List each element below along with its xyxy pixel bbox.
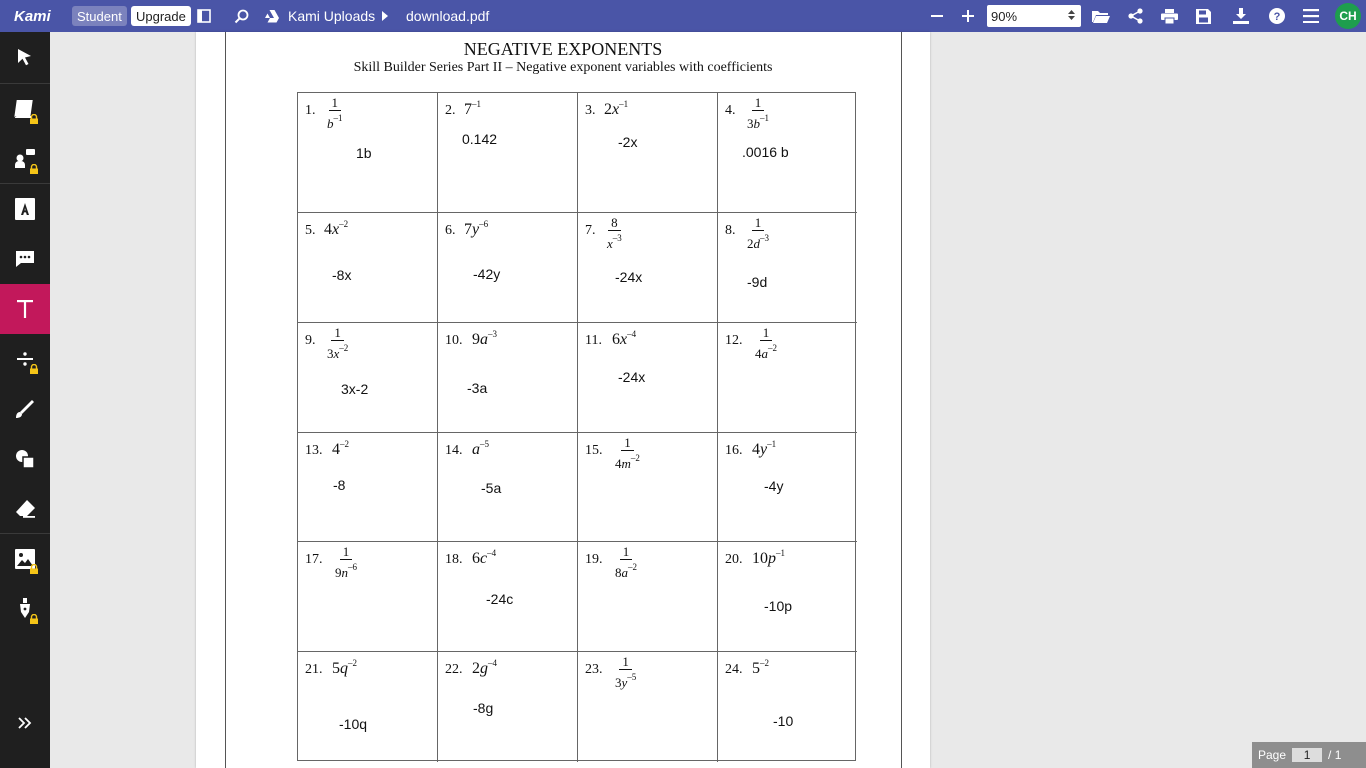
denominator-exponent: –2 (339, 343, 349, 353)
problem-number: 17. (305, 552, 323, 567)
problem-cell (298, 213, 438, 323)
dictionary-tool[interactable] (0, 84, 50, 134)
user-avatar[interactable]: CH (1335, 3, 1361, 29)
problem-cell (718, 433, 857, 542)
save-icon[interactable] (1194, 0, 1212, 32)
exponent: –1 (619, 99, 629, 109)
problem-number: 7. (585, 223, 596, 238)
problem-cell (718, 542, 857, 652)
student-answer[interactable]: -42y (473, 266, 501, 282)
variable: a (472, 441, 480, 458)
coefficient: 10 (752, 550, 768, 567)
drawing-tool[interactable] (0, 384, 50, 434)
student-answer[interactable]: -2x (618, 134, 638, 150)
lock-icon (29, 364, 39, 374)
problem-number: 6. (445, 223, 456, 238)
variable: x (332, 221, 340, 238)
problem-number: 21. (305, 662, 323, 677)
problem-expression (744, 215, 772, 251)
problem-number: 16. (725, 443, 743, 458)
problem-cell (718, 323, 857, 433)
numerator: 1 (621, 435, 634, 451)
problem-expression (324, 95, 346, 131)
numerator: 1 (619, 654, 632, 670)
problem-expression (472, 548, 496, 568)
lock-icon (29, 164, 39, 174)
google-drive-icon (264, 0, 280, 32)
denominator-exponent: –6 (348, 562, 357, 572)
problem-number: 24. (725, 662, 743, 677)
text-tool[interactable] (0, 284, 50, 334)
breadcrumb-chevron-icon (380, 0, 390, 32)
problem-expression (472, 329, 497, 349)
eraser-tool[interactable] (0, 484, 50, 534)
denominator (612, 670, 639, 690)
fraction (324, 325, 351, 361)
double-chevron-right-icon (18, 717, 32, 729)
problem-cell (578, 542, 718, 652)
problem-number: 12. (725, 333, 743, 348)
exponent: –3 (488, 329, 497, 339)
student-answer[interactable]: -8g (473, 700, 494, 716)
denominator-base: a (761, 346, 768, 361)
coefficient: 4 (752, 441, 760, 458)
zoom-out-icon[interactable] (928, 0, 946, 32)
variable: y (472, 221, 480, 238)
denominator (744, 111, 772, 131)
denominator-base: x (333, 346, 340, 361)
problem-number: 20. (725, 552, 743, 567)
problem-number: 23. (585, 662, 603, 677)
student-answer[interactable]: -10 (773, 713, 794, 729)
denominator-coefficient: 4 (755, 346, 762, 361)
brush-icon (15, 399, 35, 419)
student-answer[interactable]: 3x-2 (341, 381, 369, 397)
kami-logo[interactable]: Kami (14, 7, 51, 25)
problem-cell (438, 93, 578, 213)
denominator-exponent: –2 (630, 453, 640, 463)
toggle-sidebar-icon[interactable] (195, 0, 213, 32)
problem-number: 10. (445, 333, 463, 348)
denominator-base: b (327, 116, 334, 131)
variable: y (760, 441, 768, 458)
upgrade-button[interactable]: Upgrade (131, 6, 191, 26)
fraction (612, 544, 640, 580)
exponent: –1 (767, 439, 777, 449)
denominator-base: m (621, 456, 631, 471)
comment-tool[interactable] (0, 234, 50, 284)
student-badge[interactable]: Student (72, 6, 127, 26)
problem-number: 9. (305, 333, 316, 348)
share-icon[interactable] (1126, 0, 1144, 32)
search-icon[interactable] (232, 0, 250, 32)
denominator-coefficient: 3 (327, 346, 334, 361)
download-icon[interactable] (1231, 0, 1251, 32)
zoom-value: 90% (991, 8, 1018, 24)
problem-number: 22. (445, 662, 463, 677)
coefficient: 7 (464, 221, 472, 238)
exponent: –4 (627, 329, 637, 339)
coefficient: 2 (604, 101, 612, 118)
problem-cell (298, 542, 438, 652)
fraction (612, 435, 643, 471)
denominator (752, 341, 780, 361)
image-tool[interactable] (0, 534, 50, 584)
problem-expression (604, 215, 625, 251)
shapes-icon (15, 449, 35, 469)
problem-number: 15. (585, 443, 603, 458)
fraction (612, 654, 639, 690)
problem-expression (332, 439, 349, 459)
numerator: 1 (760, 325, 773, 341)
problem-number: 13. (305, 443, 323, 458)
student-answer[interactable]: -4y (764, 478, 784, 494)
problem-grid (297, 92, 856, 761)
worksheet-title: NEGATIVE EXPONENTS (463, 39, 663, 59)
denominator-base: y (621, 675, 628, 690)
coefficient: 4 (324, 221, 332, 238)
problem-cell (298, 652, 438, 762)
coefficient: 5 (332, 660, 340, 677)
problem-number: 11. (585, 333, 602, 348)
problem-cell (718, 652, 857, 762)
student-answer[interactable]: -5a (481, 480, 502, 496)
numerator: 8 (608, 215, 621, 231)
shapes-tool[interactable] (0, 434, 50, 484)
worksheet-subtitle: Skill Builder Series Part II – Negative exponent variables with coefficients (353, 60, 773, 75)
variable: c (480, 550, 488, 567)
exponent: –4 (487, 548, 497, 558)
problem-expression (612, 654, 639, 690)
problem-cell (578, 323, 718, 433)
exponent: –1 (472, 99, 481, 109)
student-answer[interactable]: -24c (486, 591, 514, 607)
variable: g (480, 660, 488, 677)
comment-icon (15, 250, 35, 268)
problem-expression (332, 544, 360, 580)
problem-expression (464, 219, 488, 239)
markup-tool[interactable] (0, 184, 50, 234)
problem-expression (612, 435, 643, 471)
denominator-base: x (607, 236, 613, 251)
problem-cell (298, 323, 438, 433)
denominator (324, 341, 351, 361)
student-answer[interactable]: -8 (333, 477, 346, 493)
eraser-icon (15, 500, 35, 518)
problem-expression (324, 325, 351, 361)
numerator: 1 (752, 95, 765, 111)
fraction (744, 95, 772, 131)
exponent: –4 (488, 658, 497, 668)
coefficient: 4 (332, 441, 340, 458)
numerator: 1 (752, 215, 765, 231)
problem-number: 5. (305, 223, 316, 238)
denominator-exponent: –2 (768, 343, 777, 353)
print-icon[interactable] (1159, 0, 1179, 32)
problem-cell (438, 323, 578, 433)
cursor-arrow-icon (17, 48, 33, 66)
problem-expression (332, 658, 357, 678)
denominator-coefficient: 8 (615, 565, 622, 580)
problem-cell (438, 542, 578, 652)
problem-number: 14. (445, 443, 463, 458)
variable: x (612, 101, 620, 118)
highlighter-icon (15, 198, 35, 220)
exponent: –6 (479, 219, 489, 229)
equation-tool[interactable] (0, 334, 50, 384)
denominator-coefficient: 3 (615, 675, 622, 690)
problem-number: 19. (585, 552, 603, 567)
problem-cell (438, 213, 578, 323)
denominator-base: b (753, 116, 760, 131)
problem-expression (612, 544, 640, 580)
problem-expression (744, 95, 772, 131)
menu-icon[interactable] (1301, 0, 1321, 32)
breadcrumb-file[interactable]: download.pdf (406, 8, 490, 24)
denominator-coefficient: 3 (747, 116, 754, 131)
page-margin-line (901, 32, 902, 768)
denominator-coefficient: 9 (335, 565, 342, 580)
zoom-in-icon[interactable] (959, 0, 977, 32)
student-answer[interactable]: 1b (356, 145, 372, 161)
problem-number: 18. (445, 552, 463, 567)
help-icon[interactable] (1268, 0, 1286, 32)
zoom-select[interactable] (987, 5, 1081, 27)
denominator (612, 451, 643, 471)
denominator-base: a (621, 565, 628, 580)
problem-number: 8. (725, 223, 736, 238)
problem-expression (472, 658, 497, 678)
coefficient: 7 (464, 101, 472, 118)
fraction (752, 325, 780, 361)
denominator (324, 111, 346, 131)
problem-number: 4. (725, 103, 736, 118)
problem-cell (578, 213, 718, 323)
problem-cell (438, 433, 578, 542)
open-folder-icon[interactable] (1090, 0, 1112, 32)
lock-icon (29, 114, 39, 124)
numerator: 1 (329, 95, 342, 111)
problem-cell (578, 652, 718, 762)
denominator-coefficient: 2 (747, 236, 754, 251)
problem-cell (578, 433, 718, 542)
problem-cell (298, 93, 438, 213)
problem-expression (752, 548, 785, 568)
problem-expression (752, 658, 769, 678)
problem-cell (718, 93, 857, 213)
denominator-coefficient: 4 (615, 456, 622, 471)
numerator: 1 (620, 544, 633, 560)
exponent: –2 (348, 658, 357, 668)
problem-expression (752, 325, 780, 361)
student-answer[interactable]: 0.142 (462, 131, 498, 147)
fraction (332, 544, 360, 580)
student-answer[interactable]: -10p (764, 598, 793, 614)
page-total: / 1 (1328, 748, 1342, 762)
exponent: –2 (760, 658, 769, 668)
problem-expression (472, 439, 489, 459)
exponent: –1 (776, 548, 785, 558)
coefficient: 6 (472, 550, 480, 567)
variable: q (340, 660, 348, 677)
denominator-base: d (753, 236, 760, 251)
problem-number: 2. (445, 103, 456, 118)
page-number-input[interactable]: 1 (1292, 748, 1322, 762)
denominator-exponent: –5 (627, 672, 637, 682)
denominator-exponent: –1 (760, 113, 769, 123)
text-to-speech-tool[interactable] (0, 134, 50, 184)
expand-tool[interactable] (0, 698, 50, 748)
student-answer[interactable]: -10q (339, 716, 368, 732)
denominator (604, 231, 625, 251)
problem-expression (612, 329, 636, 349)
lock-icon (29, 614, 39, 624)
problem-cell (438, 652, 578, 762)
problem-cell (298, 433, 438, 542)
page-indicator (1252, 742, 1366, 768)
denominator-exponent: –1 (333, 113, 343, 123)
student-answer[interactable]: -8x (332, 267, 352, 283)
text-icon (17, 300, 33, 318)
problem-expression (604, 99, 628, 119)
variable: x (620, 331, 628, 348)
variable: a (480, 331, 488, 348)
page-margin-line (225, 32, 226, 768)
variable: p (768, 550, 776, 567)
exponent: –5 (480, 439, 489, 449)
denominator-exponent: –3 (612, 233, 622, 243)
breadcrumb-folder[interactable]: Kami Uploads (288, 8, 376, 24)
problem-number: 1. (305, 103, 316, 118)
signature-tool[interactable] (0, 584, 50, 634)
denominator-exponent: –2 (628, 562, 637, 572)
problem-expression (324, 219, 348, 239)
denominator (612, 560, 640, 580)
problem-number: 3. (585, 103, 596, 118)
coefficient: 2 (472, 660, 480, 677)
student-answer[interactable]: -24x (618, 369, 646, 385)
student-answer[interactable]: -24x (615, 269, 643, 285)
fraction (604, 215, 625, 251)
student-answer[interactable]: -9d (747, 274, 768, 290)
problem-expression (752, 439, 776, 459)
denominator (332, 560, 360, 580)
student-answer[interactable]: -3a (467, 380, 488, 396)
pdf-page (196, 32, 930, 768)
problem-expression (464, 99, 481, 119)
problem-cell (578, 93, 718, 213)
coefficient: 6 (612, 331, 620, 348)
student-answer[interactable]: .0016 b (742, 144, 789, 160)
select-tool[interactable] (0, 32, 50, 82)
coefficient: 5 (752, 660, 760, 677)
lock-icon (29, 564, 39, 574)
svg-text:?: ? (1273, 11, 1281, 23)
problem-cell (718, 213, 857, 323)
page-label: Page (1258, 748, 1287, 762)
fraction (744, 215, 772, 251)
numerator: 1 (340, 544, 353, 560)
denominator (744, 231, 772, 251)
exponent: –2 (339, 219, 349, 229)
fraction (324, 95, 346, 131)
select-arrows-icon (1068, 9, 1075, 24)
tool-sidebar (0, 32, 50, 768)
denominator-exponent: –3 (760, 233, 769, 243)
top-toolbar (0, 0, 1366, 32)
exponent: –2 (340, 439, 349, 449)
numerator: 1 (331, 325, 344, 341)
coefficient: 9 (472, 331, 480, 348)
denominator-base: n (341, 565, 348, 580)
